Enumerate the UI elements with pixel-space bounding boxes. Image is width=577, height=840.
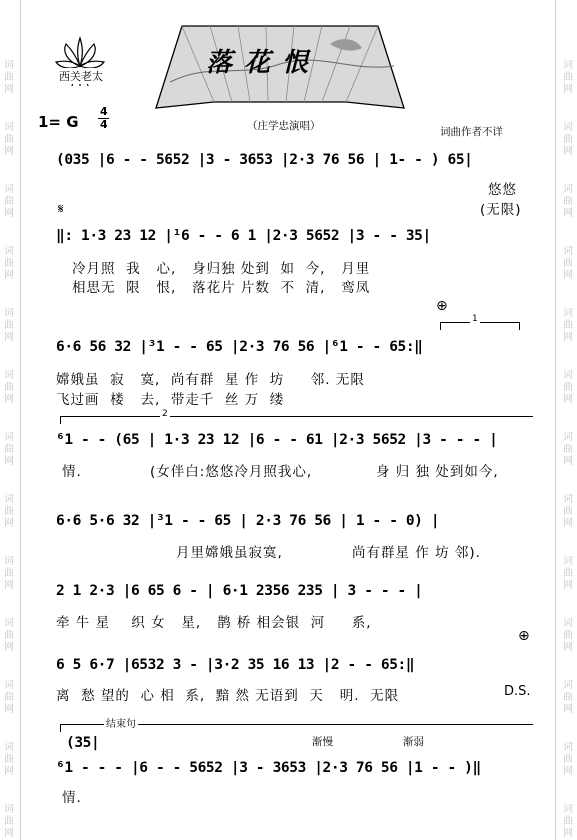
lyric-line-8: 情. (62, 790, 82, 806)
right-border-line (555, 0, 556, 840)
watermark-text: 词 曲 网 (4, 308, 14, 343)
watermark-text: 词 曲 网 (563, 432, 573, 467)
lyric-line-2b: 相思无 限 恨, 落花片 片数 不 清, 鸾凤 (72, 280, 371, 296)
notation-line-4: ⁶1 - - (65 | 1·3 23 12 |6 - - 61 |2·3 5652 |3 - - - | (56, 432, 498, 448)
notation-line-2: ‖: 1·3 23 12 |¹6 - - 6 1 |2·3 5652 |3 - - 35| (56, 228, 431, 244)
watermark-text: 词 曲 网 (563, 742, 573, 777)
notation-line-8-pickup: (35| (66, 735, 100, 751)
left-border-line (20, 0, 21, 840)
watermark-text: 词 曲 网 (563, 60, 573, 95)
watermark-text: 词 曲 网 (563, 494, 573, 529)
time-signature-bottom: 4 (100, 118, 108, 131)
watermark-text: 词 曲 网 (563, 184, 573, 219)
watermark-text: 词 曲 网 (4, 494, 14, 529)
ending-label: 结束句 (104, 715, 138, 730)
watermark-text: 词 曲 网 (4, 246, 14, 281)
lyric-line-5b: 尚有群星 作 坊 邻). (352, 545, 481, 561)
watermark-text: 词 曲 网 (4, 742, 14, 777)
lyric-line-7: 离 愁 望的 心 相 系, 黯 然 无语到 天 明. 无限 (56, 688, 400, 704)
dynamic-mark-diminuendo: 渐弱 (403, 736, 424, 748)
lyric-line-4c: 身 归 独 处到如今, (376, 464, 499, 480)
notation-line-3: 6·6 56 32 |³1 - - 65 |2·3 76 56 |⁶1 - - 65:‖ (56, 339, 423, 355)
watermark-text: 词 曲 网 (563, 370, 573, 405)
lyric-intro-1: 悠悠 (488, 182, 517, 198)
watermark-text: 词 曲 网 (4, 184, 14, 219)
watermark-text: 词 曲 网 (4, 370, 14, 405)
lyric-line-5a: 月里嫦娥虽寂寞, (176, 545, 283, 561)
watermark-text: 词 曲 网 (4, 680, 14, 715)
key-signature: 1= G (38, 113, 79, 131)
song-title: 落花恨 (206, 48, 321, 78)
watermark-text: 词 曲 网 (563, 618, 573, 653)
watermark-text: 词 曲 网 (563, 804, 573, 839)
watermark-text: 词 曲 网 (4, 60, 14, 95)
lyric-line-3b: 飞过画 楼 去, 带走千 丝 万 缕 (56, 392, 285, 408)
notation-line-8: ⁶1 - - - |6 - - 5652 |3 - 3653 |2·3 76 56 |1 - - )‖ (56, 760, 481, 776)
watermark-text: 词 曲 网 (563, 556, 573, 591)
lyric-line-6: 牵 牛 星 织 女 星, 鹊 桥 相会银 河 系, (56, 615, 372, 631)
time-signature-top: 4 (100, 105, 108, 118)
volta-2-label: 2 (162, 409, 168, 419)
notation-line-1: (035 |6 - - 5652 |3 - 3653 |2·3 76 56 | 1- - ) 65| (56, 152, 473, 168)
watermark-text: 词 曲 网 (563, 246, 573, 281)
watermark-text: 词 曲 网 (4, 122, 14, 157)
volta-2-bracket (60, 416, 533, 424)
tempo-mark-ritard: 渐慢 (312, 736, 333, 748)
segno-mark-icon: 𝄋 (58, 202, 64, 217)
lyric-line-4a: 情. (62, 464, 82, 480)
ds-mark: D.S. (504, 684, 531, 699)
coda-mark-icon: ⊕ (436, 298, 448, 314)
notation-line-7: 6 5 6·7 |6532 3 - |3·2 35 16 13 |2 - - 65:‖ (56, 657, 415, 673)
notation-line-5: 6·6 5·6 32 |³1 - - 65 | 2·3 76 56 | 1 - - 0) | (56, 513, 440, 529)
notation-line-6: 2 1 2·3 |6 65 6 - | 6·1 2356 235 | 3 - - - | (56, 583, 423, 599)
watermark-text: 词 曲 网 (563, 122, 573, 157)
logo-caption: 西关老太 (59, 70, 103, 83)
lyric-intro-2: (无限) (480, 202, 522, 218)
watermark-text: 词 曲 网 (563, 308, 573, 343)
coda-mark-2-icon: ⊕ (518, 628, 530, 644)
lyric-line-3a: 嫦娥虽 寂 寞, 尚有群 星 作 坊 邻. 无限 (56, 372, 365, 388)
watermark-text: 词 曲 网 (4, 432, 14, 467)
volta-1-label: 1 (472, 314, 478, 324)
performer-credit: （庄学忠演唱） (247, 120, 321, 132)
author-credit: 词曲作者不详 (440, 126, 503, 138)
volta-1-bracket (440, 322, 520, 330)
watermark-text: 词 曲 网 (4, 556, 14, 591)
watermark-text: 词 曲 网 (4, 804, 14, 839)
watermark-text: 词 曲 网 (4, 618, 14, 653)
lyric-line-2a: 冷月照 我 心, 身归独 处到 如 今, 月里 (72, 261, 371, 277)
watermark-text: 词 曲 网 (563, 680, 573, 715)
lyric-line-4b: (女伴白:悠悠冷月照我心, (150, 464, 313, 480)
